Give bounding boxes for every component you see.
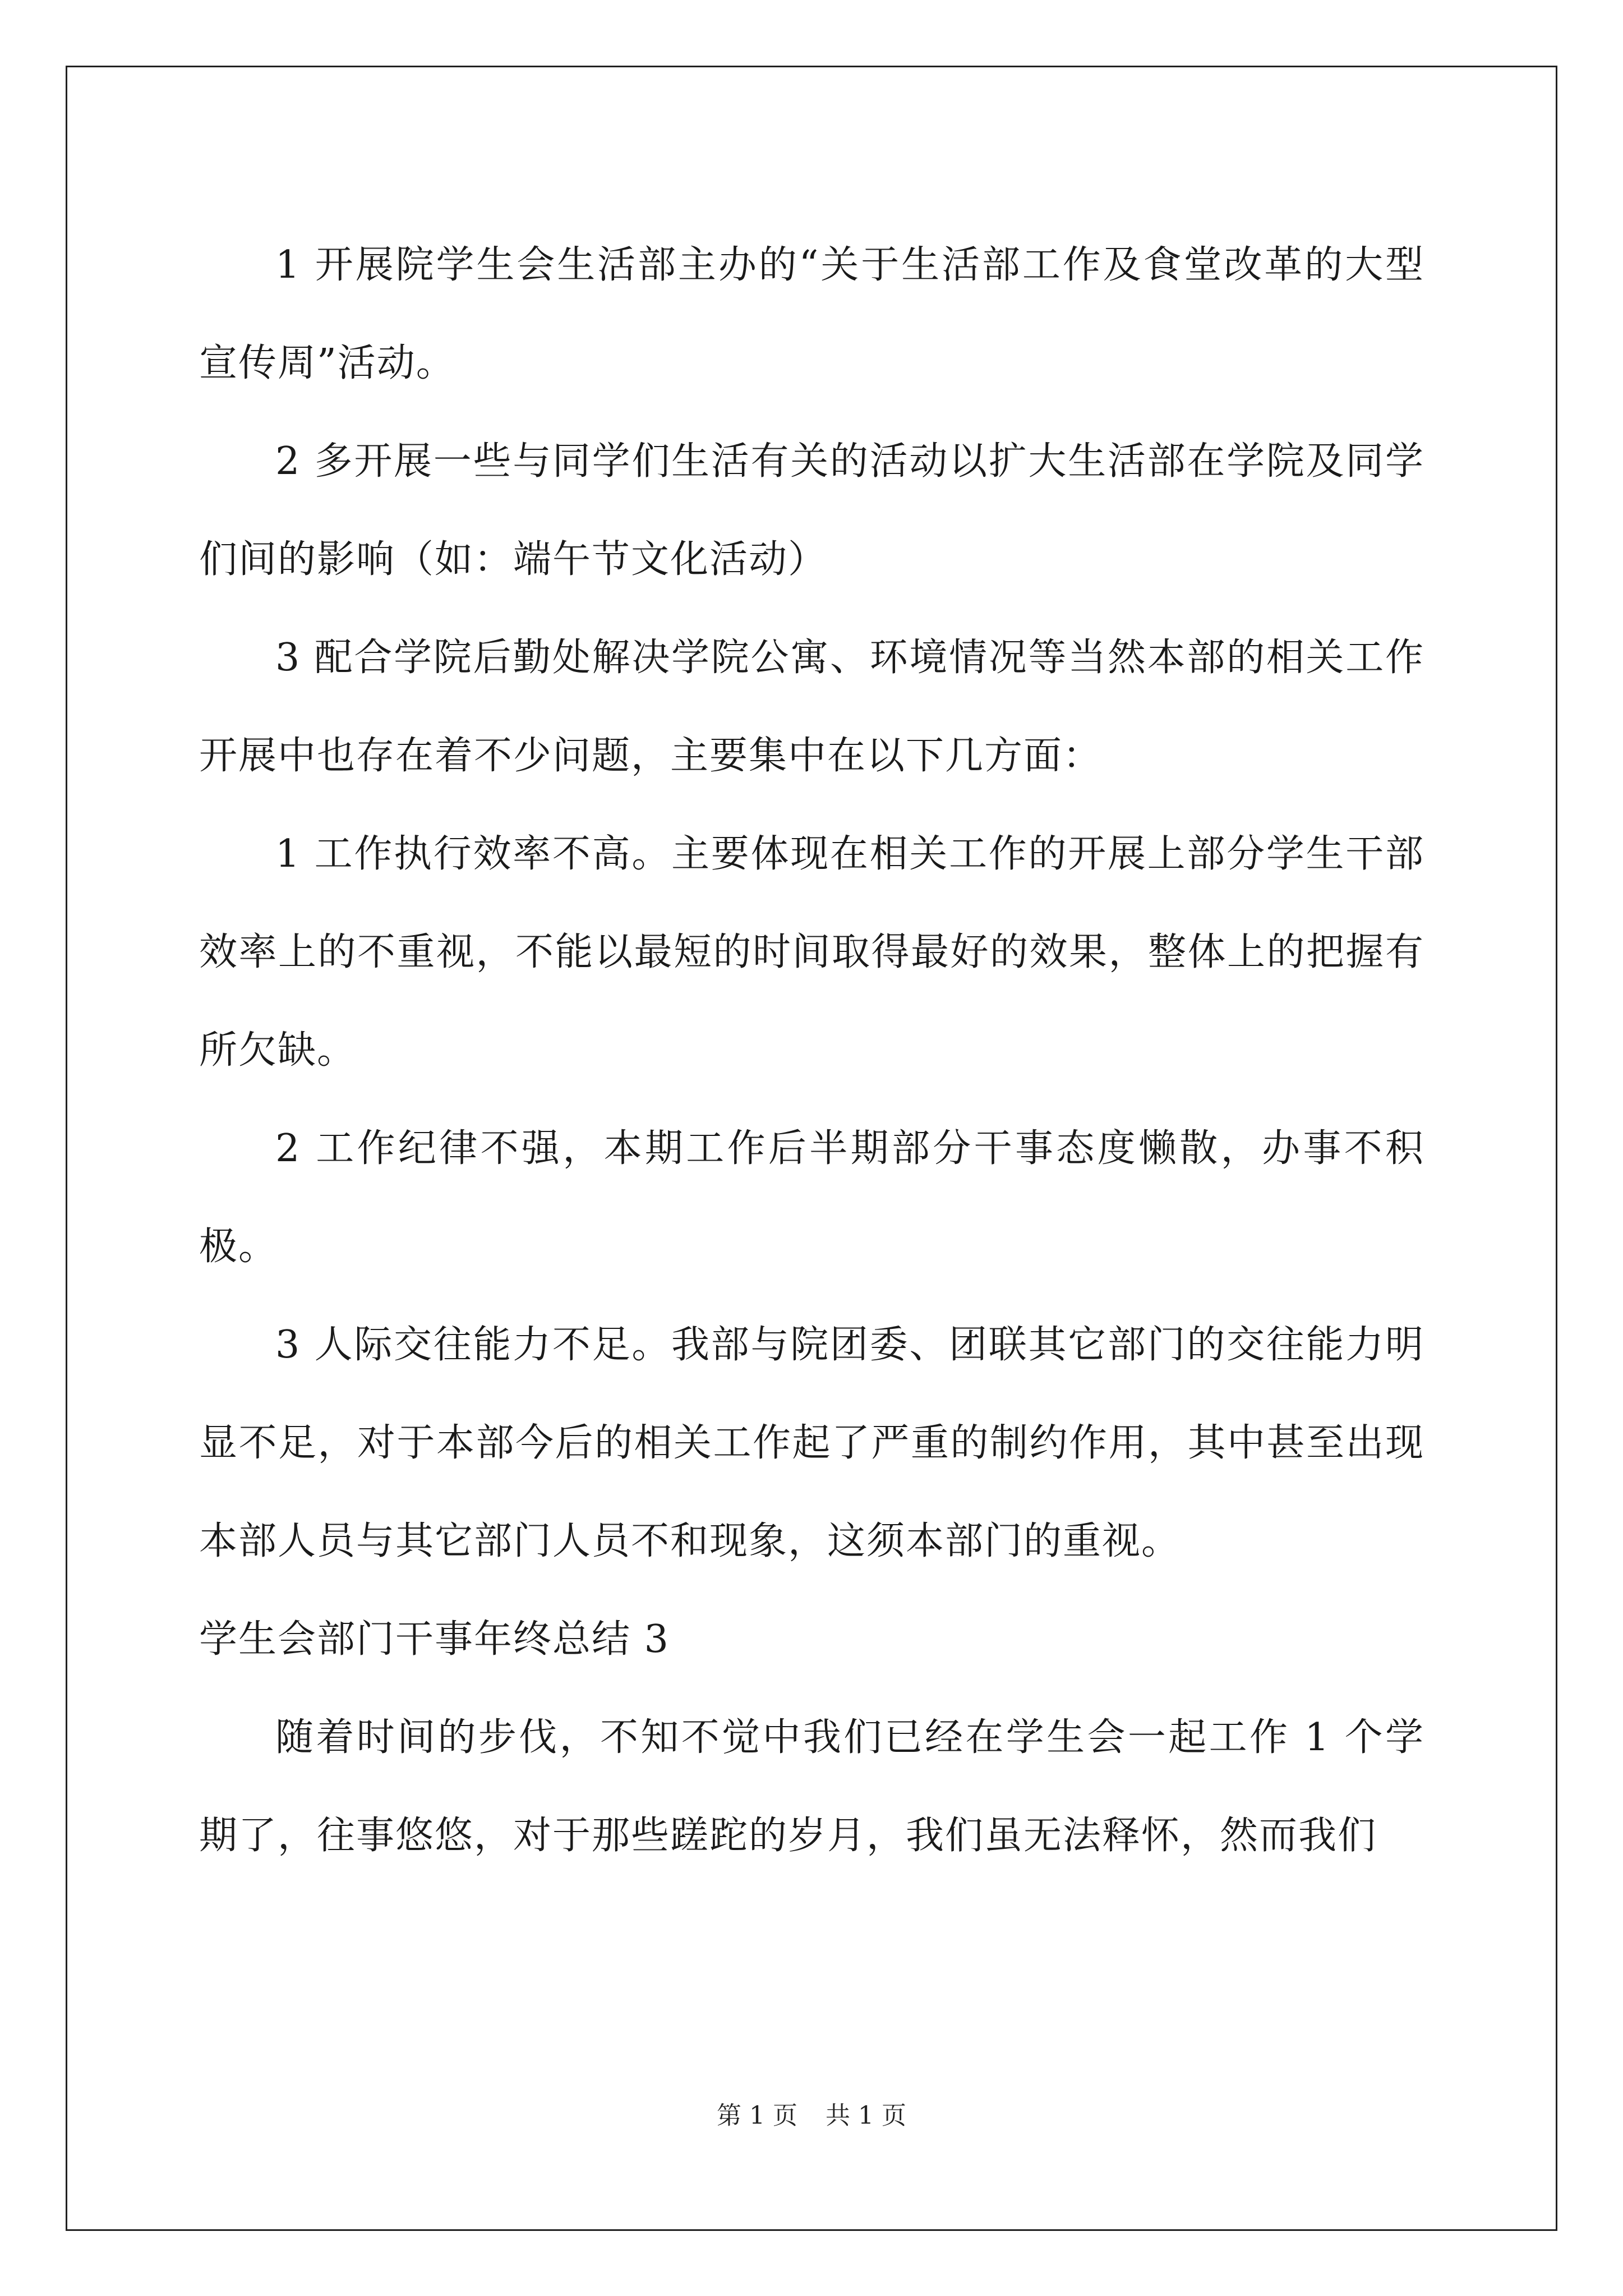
paragraph-7: 随着时间的步伐，不知不觉中我们已经在学生会一起工作 1 个学期了，往事悠悠，对于那些蹉跎的岁月，我们虽无法释怀，然而我们	[199, 1715, 1424, 1858]
paragraph-6: 3 人际交往能力不足。我部与院团委、团联其它部门的交往能力明显不足，对于本部今后的相关工作起了严重的制约作用，其中甚至出现本部人员与其它部门人员不和现象，这须本部门的重视。	[199, 1323, 1424, 1563]
section-heading: 学生会部门干事年终总结 3	[199, 1617, 670, 1662]
paragraph-2: 2 多开展一些与同学们生活有关的活动以扩大生活部在学院及同学们间的影响（如：端午节文化活动）	[199, 439, 1424, 582]
paragraph-5: 2 工作纪律不强，本期工作后半期部分干事态度懒散，办事不积极。	[199, 1126, 1424, 1269]
document-body	[199, 216, 1424, 1885]
page-footer	[0, 2095, 1623, 2131]
page-number: 第 1 页	[717, 2101, 797, 2130]
paragraph-4: 1 工作执行效率不高。主要体现在相关工作的开展上部分学生干部效率上的不重视，不能以最短的时间取得最好的效果，整体上的把握有所欠缺。	[199, 832, 1424, 1073]
paragraph-1: 1 开展院学生会生活部主办的“关于生活部工作及食堂改革的大型宣传周”活动。	[199, 243, 1424, 385]
page-total: 共 1 页	[826, 2101, 906, 2130]
paragraph-3: 3 配合学院后勤处解决学院公寓、环境情况等当然本部的相关工作开展中也存在着不少问题，主要集中在以下几方面：	[199, 636, 1424, 778]
